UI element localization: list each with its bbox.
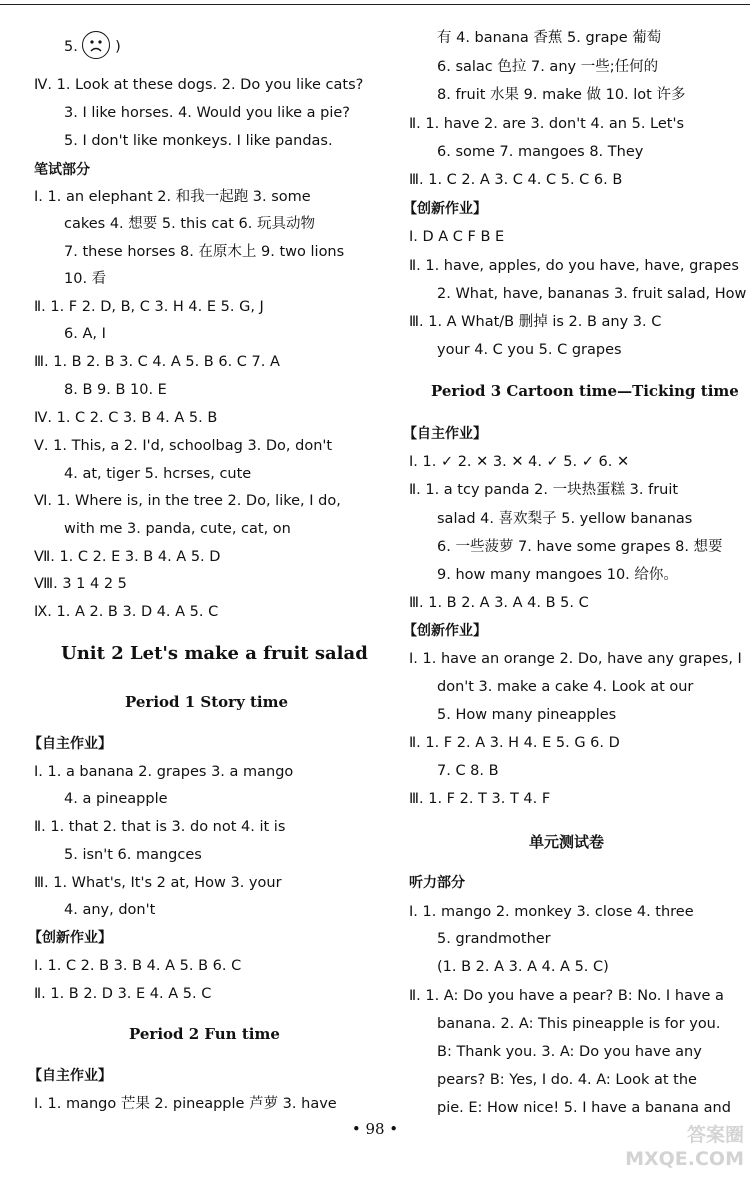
line-r30: (1. B 2. A 3. A 4. A 5. C) bbox=[437, 959, 609, 975]
section-self-study: 【自主作业】 bbox=[28, 736, 112, 752]
line-r25: 7. C 8. B bbox=[437, 763, 499, 779]
line-r12: your 4. C you 5. C grapes bbox=[437, 342, 622, 358]
line-l20: Ⅷ. 3 1 4 2 5 bbox=[34, 576, 127, 592]
line-r10: 2. What, have, bananas 3. fruit salad, How bbox=[437, 286, 747, 302]
line-l04: 5. I don't like monkeys. I like pandas. bbox=[64, 133, 333, 149]
line-r35: pie. E: How nice! 5. I have a banana and bbox=[437, 1100, 731, 1116]
section-innovation-2: 【创新作业】 bbox=[403, 201, 487, 217]
line-l11: 6. A, I bbox=[64, 326, 106, 342]
line-r33: B: Thank you. 3. A: Do you have any bbox=[437, 1044, 702, 1060]
line-l24: 4. a pineapple bbox=[64, 791, 168, 807]
line-r11: Ⅲ. 1. A What/B 删掉 is 2. B any 3. C bbox=[409, 314, 662, 330]
line-r08: Ⅰ. D A C F B E bbox=[409, 229, 505, 245]
item-5-face bbox=[64, 33, 121, 61]
line-l10: Ⅱ. 1. F 2. D, B, C 3. H 4. E 5. G, J bbox=[34, 299, 264, 315]
line-r05: 6. some 7. mangoes 8. They bbox=[437, 144, 644, 160]
section-innovation: 【创新作业】 bbox=[28, 930, 112, 946]
line-l13: 8. B 9. B 10. E bbox=[64, 382, 167, 398]
line-l23: Ⅰ. 1. a banana 2. grapes 3. a mango bbox=[34, 764, 294, 780]
line-r22: don't 3. make a cake 4. Look at our bbox=[437, 679, 694, 695]
line-l17: Ⅵ. 1. Where is, in the tree 2. Do, like, I do, bbox=[34, 493, 341, 509]
watermark bbox=[594, 1123, 744, 1173]
line-l08: 7. these horses 8. 在原木上 9. two lions bbox=[64, 244, 345, 260]
line-l16: 4. at, tiger 5. hcrses, cute bbox=[64, 466, 252, 482]
line-l03: 3. I like horses. 4. Would you like a pie? bbox=[64, 105, 350, 121]
section-innovation-3: 【创新作业】 bbox=[403, 623, 487, 639]
line-r14: Ⅰ. 1. ✓ 2. ✕ 3. ✕ 4. ✓ 5. ✓ 6. ✕ bbox=[409, 454, 630, 470]
period-1-title: Period 1 Story time bbox=[125, 693, 289, 711]
line-r03: 8. fruit 水果 9. make 做 10. lot 许多 bbox=[437, 87, 686, 103]
line-r18: 9. how many mangoes 10. 给你。 bbox=[437, 567, 678, 583]
sad-face-icon bbox=[82, 31, 110, 59]
item-number: 5. bbox=[64, 39, 78, 55]
line-l15: Ⅴ. 1. This, a 2. I'd, schoolbag 3. Do, don't bbox=[34, 438, 333, 454]
line-l19: Ⅶ. 1. C 2. E 3. B 4. A 5. D bbox=[34, 549, 221, 565]
unit-test-title: 单元测试卷 bbox=[529, 833, 605, 851]
line-l14: Ⅳ. 1. C 2. C 3. B 4. A 5. B bbox=[34, 410, 218, 426]
watermark-line-2: MXQE.COM bbox=[625, 1148, 744, 1170]
line-r19: Ⅲ. 1. B 2. A 3. A 4. B 5. C bbox=[409, 595, 589, 611]
line-r16: salad 4. 喜欢梨子 5. yellow bananas bbox=[437, 511, 693, 527]
line-l07: cakes 4. 想要 5. this cat 6. 玩具动物 bbox=[64, 216, 315, 232]
unit-title: Unit 2 Let's make a fruit salad bbox=[61, 643, 368, 664]
page-number: • 98 • bbox=[351, 1120, 399, 1138]
line-r23: 5. How many pineapples bbox=[437, 707, 617, 723]
line-l02: Ⅳ. 1. Look at these dogs. 2. Do you like cats? bbox=[34, 77, 364, 93]
line-r01: 有 4. banana 香蕉 5. grape 葡萄 bbox=[437, 30, 662, 46]
line-r32: banana. 2. A: This pineapple is for you. bbox=[437, 1016, 721, 1032]
line-r28: Ⅰ. 1. mango 2. monkey 3. close 4. three bbox=[409, 904, 694, 920]
line-r04: Ⅱ. 1. have 2. are 3. don't 4. an 5. Let's bbox=[409, 116, 685, 132]
section-self-study-2: 【自主作业】 bbox=[28, 1068, 112, 1084]
line-r31: Ⅱ. 1. A: Do you have a pear? B: No. I have a bbox=[409, 988, 724, 1004]
section-listening: 听力部分 bbox=[409, 875, 465, 891]
line-r26: Ⅲ. 1. F 2. T 3. T 4. F bbox=[409, 791, 551, 807]
line-r02: 6. salac 色拉 7. any 一些;任何的 bbox=[437, 59, 659, 75]
line-r21: Ⅰ. 1. have an orange 2. Do, have any grapes, I bbox=[409, 651, 742, 667]
period-3-title: Period 3 Cartoon time—Ticking time bbox=[431, 382, 739, 400]
line-r17: 6. 一些菠萝 7. have some grapes 8. 想要 bbox=[437, 539, 723, 555]
line-r34: pears? B: Yes, I do. 4. A: Look at the bbox=[437, 1072, 697, 1088]
line-r24: Ⅱ. 1. F 2. A 3. H 4. E 5. G 6. D bbox=[409, 735, 620, 751]
line-l33: Ⅰ. 1. mango 芒果 2. pineapple 芦萝 3. have bbox=[34, 1096, 337, 1112]
line-l06: Ⅰ. 1. an elephant 2. 和我一起跑 3. some bbox=[34, 189, 311, 205]
line-l25: Ⅱ. 1. that 2. that is 3. do not 4. it is bbox=[34, 819, 286, 835]
line-l28: 4. any, don't bbox=[64, 902, 156, 918]
line-l31: Ⅱ. 1. B 2. D 3. E 4. A 5. C bbox=[34, 986, 212, 1002]
top-rule bbox=[0, 4, 750, 5]
period-2-title: Period 2 Fun time bbox=[129, 1025, 280, 1043]
line-r29: 5. grandmother bbox=[437, 931, 551, 947]
line-r15: Ⅱ. 1. a tcy panda 2. 一块热蛋糕 3. fruit bbox=[409, 482, 679, 498]
line-l30: Ⅰ. 1. C 2. B 3. B 4. A 5. B 6. C bbox=[34, 958, 242, 974]
line-l18: with me 3. panda, cute, cat, on bbox=[64, 521, 291, 537]
section-written: 笔试部分 bbox=[34, 162, 90, 178]
line-l21: Ⅸ. 1. A 2. B 3. D 4. A 5. C bbox=[34, 604, 219, 620]
watermark-line-1: 答案圈 bbox=[686, 1124, 744, 1146]
section-self-study-3: 【自主作业】 bbox=[403, 426, 487, 442]
line-r06: Ⅲ. 1. C 2. A 3. C 4. C 5. C 6. B bbox=[409, 172, 623, 188]
line-l12: Ⅲ. 1. B 2. B 3. C 4. A 5. B 6. C 7. A bbox=[34, 354, 280, 370]
line-l09: 10. 看 bbox=[64, 271, 107, 287]
line-l26: 5. isn't 6. mangces bbox=[64, 847, 202, 863]
close-paren: ) bbox=[115, 39, 121, 55]
line-r09: Ⅱ. 1. have, apples, do you have, have, grapes bbox=[409, 258, 739, 274]
line-l27: Ⅲ. 1. What's, It's 2 at, How 3. your bbox=[34, 875, 282, 891]
